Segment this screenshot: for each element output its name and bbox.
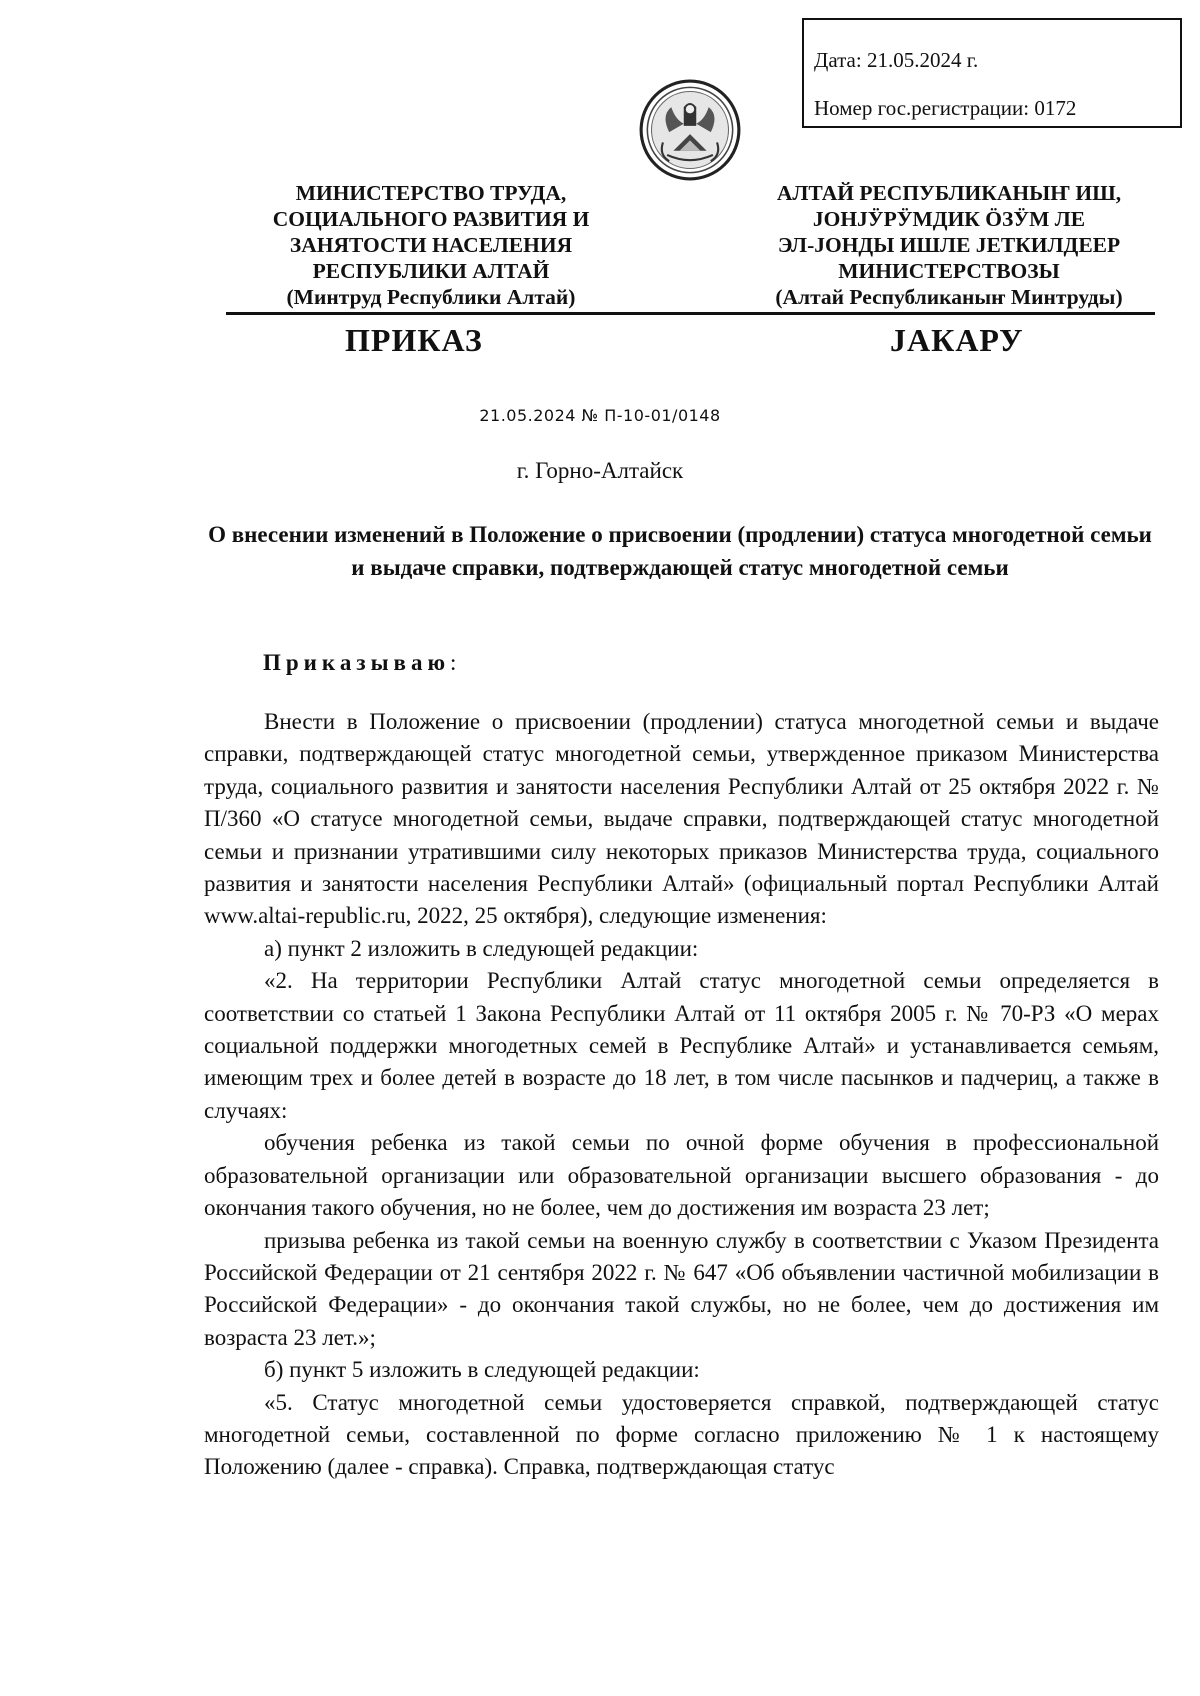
ministry-name-line: ЭЛ-ЈОНДЫ ИШЛЕ ЈЕТКИЛДЕЕР: [777, 233, 1121, 257]
body-paragraph: а) пункт 2 изложить в следующей редакции:: [264, 935, 699, 961]
body-paragraph: обучения ребенка из такой семьи по очной форме обучения в профессиональной образовательной организации или образовательной организации высшего образования - до окончания такого обучения, но не более, чем до достижения им возраста 23 лет;: [204, 1130, 1159, 1221]
body-paragraph: «2. На территории Республики Алтай статус многодетной семьи определяется в соответствии со статьей 1 Закона Республики Алтай от 11 октября 2005 г. № 70-РЗ «О мерах социальной поддержки многодетных семей в Республике Алтай» и устанавливается семьям, имеющим трех и более детей в возрасте до 18 лет, в том числе пасынков и падчериц, а также в случаях:: [204, 968, 1159, 1123]
coat-of-arms-icon: [638, 78, 742, 182]
body-paragraph: б) пункт 5 изложить в следующей редакции:: [264, 1357, 700, 1383]
ministry-name-line: ЈОНЈӰРӰМДИК ÖЗӰМ ЛЕ: [812, 207, 1086, 231]
registration-number-label: Номер гос.регистрации:: [814, 96, 1030, 120]
ministry-name-line: МИНИСТЕРСТВО ТРУДА,: [295, 181, 567, 205]
header-divider: [226, 312, 1155, 315]
registration-box: [802, 18, 1182, 128]
ministry-name-line: МИНИСТЕРСТВОЗЫ: [838, 259, 1060, 283]
ministry-abbreviation: (Минтруд Республики Алтай): [286, 285, 576, 309]
registration-date-value: 21.05.2024 г.: [866, 48, 979, 72]
order-directive-word: Приказываю: [263, 650, 451, 675]
order-directive-colon: :: [450, 650, 457, 675]
ministry-name-line: СОЦИАЛЬНОГО РАЗВИТИЯ И: [272, 207, 590, 231]
city: г. Горно-Алтайск: [516, 458, 684, 483]
order-number: 21.05.2024 № П-10-01/0148: [479, 406, 721, 425]
ministry-name-altai: [744, 180, 1154, 310]
ministry-name-line: РЕСПУБЛИКИ АЛТАЙ: [312, 259, 550, 283]
order-heading-russian: ПРИКАЗ: [345, 322, 483, 358]
ministry-name-line: ЗАНЯТОСТИ НАСЕЛЕНИЯ: [289, 233, 573, 257]
registration-date: [814, 36, 1170, 84]
body-paragraph: Внести в Положение о присвоении (продлении) статуса многодетной семьи и выдаче справки, подтверждающей статус многодетной семьи, утвержденное приказом Министерства труда, социального развития и занятости населения Республики Алтай от 25 октября 2022 г. № П/360 «О статусе многодетной семьи, выдаче справки, подтверждающей статус многодетной семьи и признании утратившими силу некоторых приказов Министерства труда, социального развития и занятости населения Республики Алтай» (официальный портал Республики Алтай www.altai-republic.ru, 2022, 25 октября), следующие изменения:: [204, 709, 1159, 929]
order-directive: [263, 650, 456, 676]
body-paragraph: «5. Статус многодетной семьи удостоверяется справкой, подтверждающей статус многодетной семьи, составленной по форме согласно приложению № 1 к настоящему Положению (далее - справка). Справка, подтверждающая статус: [204, 1389, 1159, 1480]
ministry-abbreviation: (Алтай Республиканыҥ Минтруды): [775, 285, 1123, 309]
ministry-name-line: АЛТАЙ РЕСПУБЛИКАНЫҤ ИШ,: [776, 181, 1122, 205]
document-title: О внесении изменений в Положение о присвоении (продлении) статуса многодетной семьи и выдаче справки, подтверждающей статус многодетной семьи: [208, 522, 1152, 580]
order-heading-altai: ЈАКАРУ: [890, 322, 1024, 358]
registration-number-value: 0172: [1034, 96, 1077, 120]
registration-date-label: Дата:: [814, 48, 862, 72]
ministry-name-russian: [226, 180, 636, 310]
registration-number: [814, 84, 1170, 132]
body-paragraph: призыва ребенка из такой семьи на военную службу в соответствии с Указом Президента Российской Федерации от 21 сентября 2022 г. № 647 «Об объявлении частичной мобилизации в Российской Федерации» - до окончания такой службы, но не более, чем до достижения им возраста 23 лет.»;: [204, 1227, 1159, 1350]
document-body: [204, 706, 1159, 1484]
